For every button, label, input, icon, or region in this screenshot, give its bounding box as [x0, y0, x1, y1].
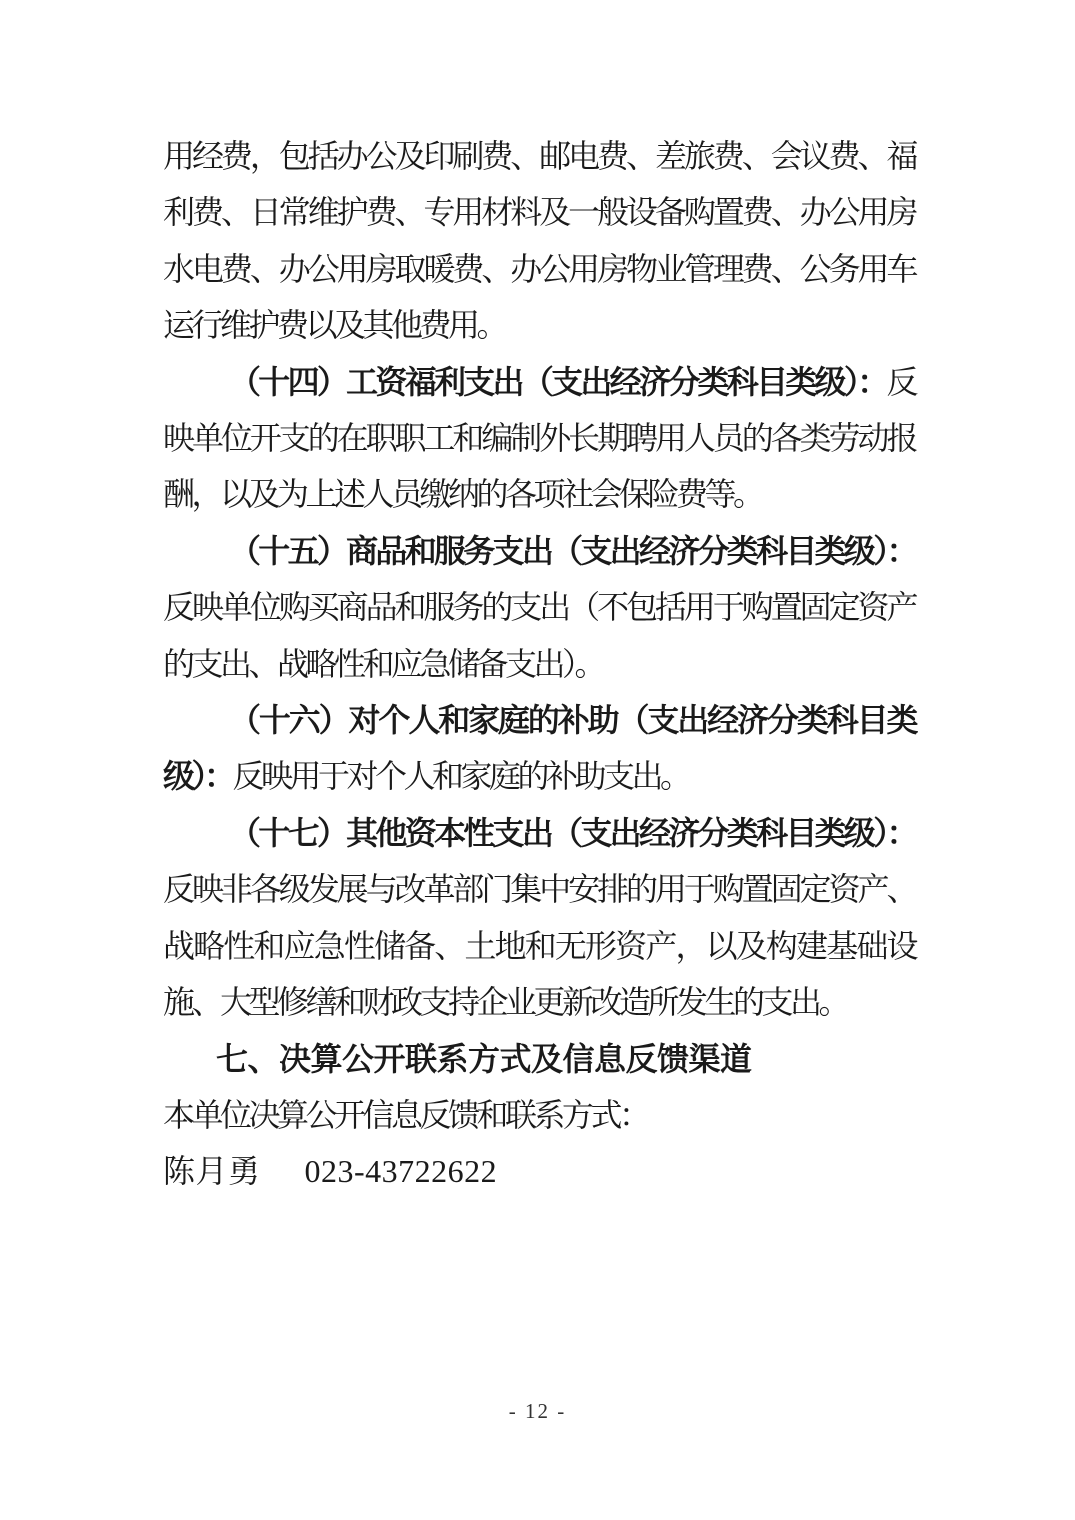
contact-phone: 023-43722622: [304, 1153, 498, 1190]
para-contact-intro: [163, 1087, 915, 1143]
para-daily-operation-expense-continued-text: 用经费，包括办公及印刷费、邮电费、差旅费、会议费、福利费、日常维护费、专用材料及一般设备购置费、办公用房水电费、办公用房取暖费、办公用房物业管理费、公务用车运行维护费以及其他费用。: [163, 138, 915, 344]
para-item-14-wage-welfare-expense-text: 反映单位开支的在职职工和编制外长期聘用人员的各类劳动报酬，以及为上述人员缴纳的各项社会保险费等。: [163, 363, 915, 513]
para-item-15-goods-services-expense-text: 反映单位购买商品和服务的支出（不包括用于购置固定资产的支出、战略性和应急储备支出）。: [163, 589, 915, 682]
contact-person-name: 陈月勇: [163, 1153, 261, 1190]
page-footer: [0, 1399, 1075, 1424]
heading-section-7-disclosure-contact-feedback: [163, 1031, 915, 1087]
document-body: [163, 128, 915, 1200]
para-item-17-other-capital-expense-lead: （十七）其他资本性支出（支出经济分类科目类级）：: [229, 814, 915, 851]
para-item-17-other-capital-expense-text: 反映非各级发展与改革部门集中安排的用于购置固定资产、战略性和应急性储备、土地和无形资产，以及构建基础设施、大型修缮和财政支持企业更新改造所发生的支出。: [163, 871, 915, 1021]
para-item-17-other-capital-expense: [163, 805, 915, 1031]
page-number: - 12 -: [508, 1399, 567, 1423]
heading-section-7-disclosure-contact-feedback-lead: 七、决算公开联系方式及信息反馈渠道: [216, 1040, 752, 1077]
para-item-14-wage-welfare-expense-lead: （十四）工资福利支出（支出经济分类科目类级）：: [229, 363, 887, 400]
para-contact-intro-text: 本单位决算公开信息反馈和联系方式：: [163, 1096, 648, 1133]
para-item-16-individual-family-subsidy-text: 反映用于对个人和家庭的补助支出。: [232, 758, 689, 795]
para-item-16-individual-family-subsidy-lead: （十六）对个人和家庭的补助（支出经济分类科目类级）：: [163, 702, 915, 795]
para-item-16-individual-family-subsidy: [163, 692, 915, 805]
contact-line: [163, 1143, 915, 1199]
para-item-15-goods-services-expense-lead: （十五）商品和服务支出（支出经济分类科目类级）：: [229, 532, 915, 569]
paragraph-list: [163, 128, 915, 1143]
para-item-14-wage-welfare-expense: [163, 354, 915, 523]
para-daily-operation-expense-continued: [163, 128, 915, 354]
para-item-15-goods-services-expense: [163, 523, 915, 692]
